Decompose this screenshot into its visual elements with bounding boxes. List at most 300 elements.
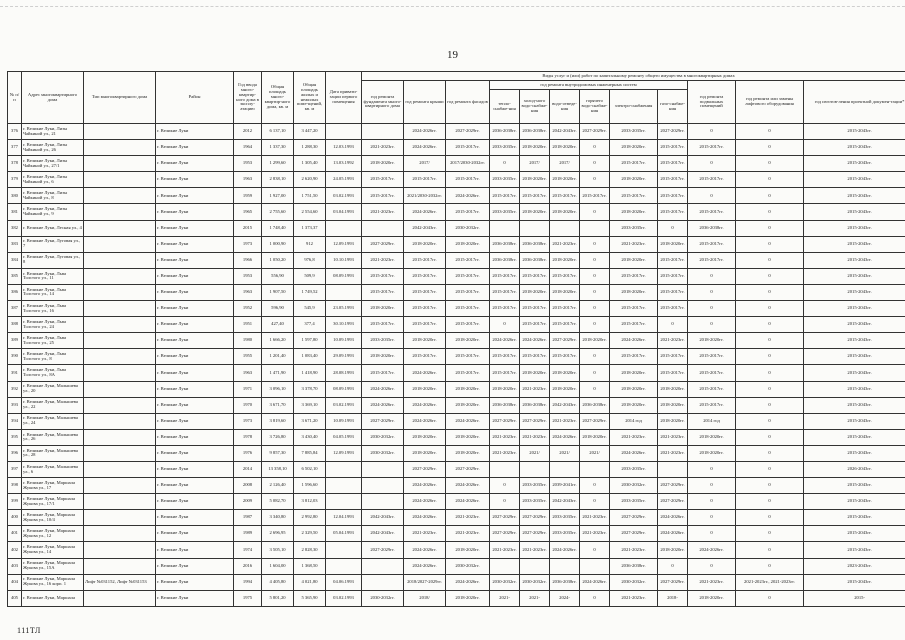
table-cell: 2021-2023гг. <box>550 236 580 252</box>
table-cell: 2042-2043гг. <box>362 510 404 526</box>
table-cell: 2021-2023гг. <box>520 381 550 397</box>
table-cell: 0 <box>580 284 610 300</box>
table-cell: 3 671,20 <box>294 413 326 429</box>
table-cell: 2033-2035гг. <box>610 124 658 140</box>
header-project-docs: год изготов-ления проектной докумен-тации* <box>804 81 905 124</box>
table-row <box>8 365 905 381</box>
table-cell: 2033-2035гг. <box>362 333 404 349</box>
table-cell: 03.02.1993 <box>326 188 362 204</box>
table-cell: 0 <box>736 188 804 204</box>
table-cell: 2027-2029гг. <box>610 510 658 526</box>
header-basement: год ремонта подвальных помещений <box>688 81 736 124</box>
table-cell: 2015-2043гг. <box>804 510 905 526</box>
table-cell: 2042-2043гг. <box>550 397 580 413</box>
table-cell: 2039-2041гг. <box>550 478 580 494</box>
table-cell: 1 000,90 <box>262 236 294 252</box>
table-cell: 0 <box>736 478 804 494</box>
table-cell: 545,9 <box>294 301 326 317</box>
row-number-cell: 399 <box>8 494 22 510</box>
table-cell <box>580 461 610 477</box>
table-cell: 2018-2020гг. <box>520 365 550 381</box>
table-cell: 12.09.1993 <box>326 236 362 252</box>
table-cell: 2015-2017гг. <box>490 268 520 284</box>
table-row <box>8 445 905 461</box>
table-cell: 2021- <box>520 590 550 606</box>
table-cell: 1 418,90 <box>294 365 326 381</box>
table-cell: 2036-2038гг. <box>520 252 550 268</box>
table-cell: 0 <box>688 558 736 574</box>
table-cell: 2024-2026гг. <box>446 188 490 204</box>
table-row <box>8 317 905 333</box>
table-cell: 0 <box>736 268 804 284</box>
table-cell: 0 <box>736 461 804 477</box>
table-cell: 2015- <box>804 590 905 606</box>
table-cell: 2015-2017гг. <box>580 188 610 204</box>
table-cell: 2027-2029гг. <box>520 526 550 542</box>
table-cell: 2024-2026гг. <box>404 413 446 429</box>
table-cell: 1965 <box>234 204 262 220</box>
table-cell: 3 812,03 <box>294 494 326 510</box>
table-cell: 2021-2023гг. <box>610 429 658 445</box>
table-cell: 2021/ <box>580 445 610 461</box>
table-cell: 2018-2020гг. <box>610 252 658 268</box>
table-cell: 1980 <box>234 333 262 349</box>
table-cell: 2015-2043гг. <box>804 268 905 284</box>
table-row <box>8 172 905 188</box>
table-cell: 1953 <box>234 268 262 284</box>
table-cell: 1959 <box>234 188 262 204</box>
table-row <box>8 268 905 284</box>
table-cell: 0 <box>580 140 610 156</box>
table-cell <box>84 317 156 333</box>
table-cell: 2015-2043гг. <box>804 220 905 236</box>
table-row <box>8 381 905 397</box>
address-cell: г. Великие Луки, Малышева ул., 26 <box>22 429 84 445</box>
table-cell: 2018-2020гг. <box>446 381 490 397</box>
table-cell: 2021/ <box>550 445 580 461</box>
address-cell: г. Великие Луки, Льва Толстого ул., 16 <box>22 301 84 317</box>
table-cell: 2015-2043гг. <box>804 349 905 365</box>
table-cell: 2015-2017гг. <box>520 188 550 204</box>
table-cell: 0 <box>580 381 610 397</box>
table-cell: 2015-2017гг. <box>688 204 736 220</box>
table-cell: 0 <box>736 220 804 236</box>
address-cell: г. Великие Луки, Лизы Чайкиной ул., 6 <box>22 172 84 188</box>
table-cell: 2023-2043гг. <box>804 558 905 574</box>
table-cell: 2015-2017гг. <box>688 172 736 188</box>
table-cell: 03.02.1993 <box>326 590 362 606</box>
table-cell: 2009 <box>234 494 262 510</box>
table-cell: 2015-2017гг. <box>404 268 446 284</box>
table-cell: 2018-2020гг. <box>658 381 688 397</box>
table-cell: 2027-2029гг. <box>404 461 446 477</box>
table-cell: 377,4 <box>294 317 326 333</box>
table-cell: 2021-2023гг. <box>688 574 736 590</box>
table-cell: 0 <box>736 284 804 300</box>
address-cell: г. Великие Луки, Малышева ул., 28 <box>22 445 84 461</box>
table-cell: 2015-2017гг. <box>520 349 550 365</box>
table-cell: 2015-2043гг. <box>804 317 905 333</box>
table-cell: г. Великие Луки <box>156 349 234 365</box>
table-cell: 2021-2023гг. <box>446 526 490 542</box>
table-cell: 3 340,80 <box>262 510 294 526</box>
table-cell: 3 096,10 <box>262 381 294 397</box>
table-cell: 2015-2017гг. <box>490 349 520 365</box>
table-cell: 2024-2026гг. <box>362 381 404 397</box>
table-cell: 2018-2020гг. <box>446 445 490 461</box>
table-cell: 2021-2023гг. <box>404 526 446 542</box>
row-number-cell: 390 <box>8 349 22 365</box>
table-cell: 2015-2043гг. <box>804 445 905 461</box>
table-cell: 2015-2017гг. <box>404 172 446 188</box>
table-cell: 08.09.1993 <box>326 381 362 397</box>
table-cell <box>84 220 156 236</box>
table-cell: 1 471,90 <box>262 365 294 381</box>
table-cell <box>580 558 610 574</box>
table-cell: 2018-2020гг. <box>550 381 580 397</box>
table-cell <box>550 220 580 236</box>
table-cell: 12.09.1993 <box>326 445 362 461</box>
row-number-cell: 396 <box>8 445 22 461</box>
table-row <box>8 252 905 268</box>
table-cell: 2018-2020гг. <box>520 140 550 156</box>
table-cell: 23.05.1993 <box>326 301 362 317</box>
header-sewer: водо-отведе-ния <box>550 90 580 124</box>
header-type: Тип многоквартирного дома <box>84 72 156 124</box>
table-cell: 0 <box>580 172 610 188</box>
address-cell: г. Великие Луки, Лизы Чайкиной ул., 8 <box>22 188 84 204</box>
table-cell: 2018-2020гг. <box>550 284 580 300</box>
table-cell <box>490 558 520 574</box>
table-cell: 2015-2043гг. <box>804 381 905 397</box>
table-cell <box>84 478 156 494</box>
table-cell: 2033-2035гг. <box>520 478 550 494</box>
repair-schedule-sheet <box>7 71 905 607</box>
row-number-cell: 405 <box>8 590 22 606</box>
table-cell: 2030-2032гг. <box>610 574 658 590</box>
table-cell: 2021-2023гг. <box>610 236 658 252</box>
table-cell: 2027-2029гг. <box>658 494 688 510</box>
table-cell: 1971 <box>234 381 262 397</box>
table-cell: 2021-2023гг. <box>658 445 688 461</box>
table-cell: 0 <box>736 542 804 558</box>
header-services-group: Виды услуг и (или) работ по капитальному ремонту общего имущества в многоквартирных домах <box>362 72 905 81</box>
table-cell: 2033-2035гг. <box>490 204 520 220</box>
table-cell <box>84 590 156 606</box>
table-cell: 0 <box>736 445 804 461</box>
address-cell: г. Великие Луки, Маршала Жукова ул., 17 <box>22 478 84 494</box>
table-cell: 2021-2023гг., 2021-2023гг. <box>736 574 804 590</box>
table-cell <box>84 461 156 477</box>
table-cell: 509,9 <box>294 268 326 284</box>
header-elevator: год ремонта или замены лифтового оборудования <box>736 81 804 124</box>
table-cell: 0 <box>688 494 736 510</box>
table-cell: Лифт №031152, Лифт №031153 <box>84 574 156 590</box>
table-cell: 2015-2017гг. <box>490 188 520 204</box>
table-cell: 5 801,20 <box>262 590 294 606</box>
table-cell: 0 <box>736 124 804 140</box>
table-cell: 2018-2020гг. <box>550 365 580 381</box>
table-cell: 2015-2043гг. <box>804 124 905 140</box>
table-cell: г. Великие Луки <box>156 397 234 413</box>
table-cell: 2015-2017гг. <box>490 301 520 317</box>
table-cell: 0 <box>736 413 804 429</box>
address-cell: г. Великие Луки, Малышева ул., 6 <box>22 461 84 477</box>
table-cell: 1989 <box>234 526 262 542</box>
table-cell: 0 <box>580 317 610 333</box>
table-cell: 2018-2020гг. <box>446 333 490 349</box>
table-cell: 2024-2026гг. <box>404 558 446 574</box>
table-cell: 2015-2017гг. <box>490 365 520 381</box>
table-cell: г. Великие Луки <box>156 558 234 574</box>
table-cell: 2024-2026гг. <box>404 204 446 220</box>
table-cell: г. Великие Луки <box>156 301 234 317</box>
row-number-cell: 397 <box>8 461 22 477</box>
table-cell: 05.04.1993 <box>326 526 362 542</box>
table-cell: 2015-2017гг. <box>610 349 658 365</box>
table-cell: 0 <box>688 478 736 494</box>
table-cell: 1 299,60 <box>262 156 294 172</box>
row-number-cell: 386 <box>8 284 22 300</box>
table-row <box>8 220 905 236</box>
table-cell: 2 838,10 <box>262 172 294 188</box>
table-cell: 2018-2020гг. <box>550 204 580 220</box>
table-cell: 2033-2035гг. <box>610 494 658 510</box>
table-cell: 2036-2038гг. <box>490 124 520 140</box>
header-hot-water: горячего водо-снабже-ния <box>580 90 610 124</box>
address-cell: г. Великие Луки, Льва Толстого ул., 8 <box>22 349 84 365</box>
table-cell: 2027-2029гг. <box>658 124 688 140</box>
row-number-cell: 376 <box>8 124 22 140</box>
table-cell <box>84 413 156 429</box>
table-cell: 2021-2023гг. <box>490 542 520 558</box>
table-cell: 0 <box>658 220 688 236</box>
table-cell: 2027-2029гг. <box>490 413 520 429</box>
table-cell: 3 447,20 <box>294 124 326 140</box>
header-year: Год ввода много-квартир-ного дома в эксплу-атацию <box>234 72 262 124</box>
table-row <box>8 140 905 156</box>
table-cell <box>580 220 610 236</box>
table-row <box>8 461 905 477</box>
table-cell: 2024-2026гг. <box>658 526 688 542</box>
table-cell: 2015-2017гг. <box>610 188 658 204</box>
row-number-cell: 392 <box>8 381 22 397</box>
table-cell: 1 337,30 <box>262 140 294 156</box>
table-cell: 2018-2020гг. <box>404 429 446 445</box>
table-cell: г. Великие Луки <box>156 413 234 429</box>
table-cell: 2030-2032гг. <box>362 590 404 606</box>
table-cell: 2021/2030-2032гг. <box>404 188 446 204</box>
table-cell: 2018-2020гг. <box>610 397 658 413</box>
table-cell: 3 378,70 <box>294 381 326 397</box>
table-cell: 2 755,60 <box>262 204 294 220</box>
table-cell: 596,90 <box>262 301 294 317</box>
table-cell: 2033-2035гг. <box>610 220 658 236</box>
table-cell: 2030-2032гг. <box>490 574 520 590</box>
table-cell: 2015-2017гг. <box>550 188 580 204</box>
table-cell: 2017/ <box>404 156 446 172</box>
table-body <box>8 124 905 607</box>
table-cell: 1 907,50 <box>262 284 294 300</box>
table-cell: г. Великие Луки <box>156 526 234 542</box>
row-number-cell: 391 <box>8 365 22 381</box>
table-cell: 1 749,52 <box>294 284 326 300</box>
table-cell: 2021-2023гг. <box>490 445 520 461</box>
table-cell: 10.09.1993 <box>326 333 362 349</box>
table-row <box>8 284 905 300</box>
table-cell: 0 <box>736 333 804 349</box>
table-cell: 1974 <box>234 542 262 558</box>
table-cell: 0 <box>736 429 804 445</box>
table-cell: 2015-2017гг. <box>658 284 688 300</box>
table-cell: 2024-2026гг. <box>362 397 404 413</box>
table-cell: 1994 <box>234 574 262 590</box>
table-cell: 0 <box>580 478 610 494</box>
table-cell: 2024-2026гг. <box>404 510 446 526</box>
address-cell: г. Великие Луки, Льва Толстого ул., 24 <box>22 317 84 333</box>
header-facade: год ремонта фасадов <box>446 81 490 124</box>
table-cell: 2015-2017гг. <box>404 301 446 317</box>
table-cell: 2018-2020гг. <box>610 204 658 220</box>
table-cell: 2015-2017гг. <box>688 349 736 365</box>
table-cell <box>362 220 404 236</box>
table-cell: 2024-2026гг. <box>550 429 580 445</box>
address-cell: г. Великие Луки, Малышева ул., 20 <box>22 381 84 397</box>
table-cell: 1 368,50 <box>294 558 326 574</box>
table-cell: 1 748,40 <box>262 220 294 236</box>
table-cell: 2018-2020гг. <box>658 542 688 558</box>
table-cell: 2015-2043гг. <box>804 542 905 558</box>
table-cell: 2027-2029гг. <box>658 478 688 494</box>
header-engineering-group: год ремонта внутридомовых инженерных систем <box>490 81 688 90</box>
table-cell: 2015-2017гг. <box>688 365 736 381</box>
table-cell: 2018-2020гг. <box>446 429 490 445</box>
table-cell: 1973 <box>234 413 262 429</box>
table-cell: 2027-2029гг. <box>580 124 610 140</box>
table-cell: 2015-2017гг. <box>550 317 580 333</box>
table-cell <box>362 124 404 140</box>
row-number-cell: 394 <box>8 413 22 429</box>
row-number-cell: 389 <box>8 333 22 349</box>
table-cell <box>84 429 156 445</box>
table-cell: 2018-2020гг. <box>446 397 490 413</box>
table-row <box>8 301 905 317</box>
address-cell: г. Великие Луки, Луговая ул., 8 <box>22 252 84 268</box>
table-row <box>8 590 905 606</box>
table-cell: 2018-2020гг. <box>610 284 658 300</box>
table-cell: 0 <box>736 172 804 188</box>
table-cell <box>84 333 156 349</box>
table-cell: 2015-2017гг. <box>446 268 490 284</box>
table-cell: 2033-2035гг. <box>610 461 658 477</box>
table-cell: 2015-2043гг. <box>804 301 905 317</box>
table-cell: 2018-2020гг. <box>404 381 446 397</box>
table-cell: 0 <box>688 526 736 542</box>
table-cell: 2018-2020гг. <box>550 140 580 156</box>
table-cell: 0 <box>736 349 804 365</box>
table-cell: 1 305,40 <box>294 156 326 172</box>
table-cell <box>84 284 156 300</box>
table-row <box>8 510 905 526</box>
table-cell: 2015-2017гг. <box>658 268 688 284</box>
table-cell: 1978 <box>234 429 262 445</box>
table-cell <box>520 220 550 236</box>
table-cell: 1963 <box>234 172 262 188</box>
table-cell: 2021-2023гг. <box>520 429 550 445</box>
table-cell: 2024-2026гг. <box>404 494 446 510</box>
table-cell: 2024-2026гг. <box>520 333 550 349</box>
row-number-cell: 383 <box>8 236 22 252</box>
table-cell: 2027-2029гг. <box>658 574 688 590</box>
table-row <box>8 413 905 429</box>
table-cell: 2018-2020гг. <box>688 445 736 461</box>
table-cell: 2015-2017гг. <box>658 349 688 365</box>
table-cell: 2015-2017гг. <box>446 284 490 300</box>
table-cell: 2024-2026гг. <box>404 365 446 381</box>
table-cell: 2015-2017гг. <box>658 301 688 317</box>
table-cell: 0 <box>490 317 520 333</box>
header-district: Район <box>156 72 234 124</box>
table-row <box>8 542 905 558</box>
table-cell <box>84 140 156 156</box>
table-cell <box>326 494 362 510</box>
table-cell: 2015-2017гг. <box>362 284 404 300</box>
address-cell: г. Великие Луки, Лизы Чайкиной ул., 27/1 <box>22 156 84 172</box>
table-cell: 1 083,40 <box>294 349 326 365</box>
table-cell: 2015-2017гг. <box>550 268 580 284</box>
table-cell: 2015 <box>234 220 262 236</box>
table-cell: 2015-2017гг. <box>550 301 580 317</box>
table-cell: 2015-2017гг. <box>446 365 490 381</box>
table-cell: 2036-2038гг. <box>610 558 658 574</box>
address-cell: г. Великие Луки, Маршала Жукова ул., 14 <box>22 542 84 558</box>
table-cell <box>550 558 580 574</box>
table-cell: 2033-2035гг. <box>550 526 580 542</box>
table-cell: 2 828,30 <box>294 542 326 558</box>
table-cell: г. Великие Луки <box>156 268 234 284</box>
table-cell: 2027-2029гг. <box>490 510 520 526</box>
table-cell: 2015-2017гг. <box>550 349 580 365</box>
table-cell: 7 885,84 <box>294 445 326 461</box>
table-cell: 1973 <box>234 236 262 252</box>
table-cell: 2018-2020гг. <box>446 542 490 558</box>
table-cell: 0 <box>580 494 610 510</box>
table-cell: 2021-2023гг. <box>610 542 658 558</box>
table-cell: 2015-2017гг. <box>610 156 658 172</box>
table-cell: 2015-2043гг. <box>804 140 905 156</box>
table-cell: г. Великие Луки <box>156 156 234 172</box>
table-cell: 2015-2043гг. <box>804 236 905 252</box>
table-cell: 2015-2043гг. <box>804 494 905 510</box>
table-cell: г. Великие Луки <box>156 494 234 510</box>
table-cell: 2015-2043гг. <box>804 172 905 188</box>
row-number-cell: 378 <box>8 156 22 172</box>
table-cell: 2015-2017гг. <box>446 252 490 268</box>
table-cell: г. Великие Луки <box>156 365 234 381</box>
table-cell <box>326 284 362 300</box>
table-cell: 2024-2026гг. <box>404 140 446 156</box>
table-cell: г. Великие Луки <box>156 172 234 188</box>
table-cell <box>84 268 156 284</box>
table-cell: 2018-2020гг. <box>688 590 736 606</box>
table-cell: 1953 <box>234 156 262 172</box>
table-cell: 2027-2029гг. <box>490 526 520 542</box>
table-cell: 2036-2038гг. <box>520 236 550 252</box>
table-row <box>8 188 905 204</box>
table-cell <box>326 220 362 236</box>
table-cell: 0 <box>736 510 804 526</box>
table-cell <box>84 172 156 188</box>
